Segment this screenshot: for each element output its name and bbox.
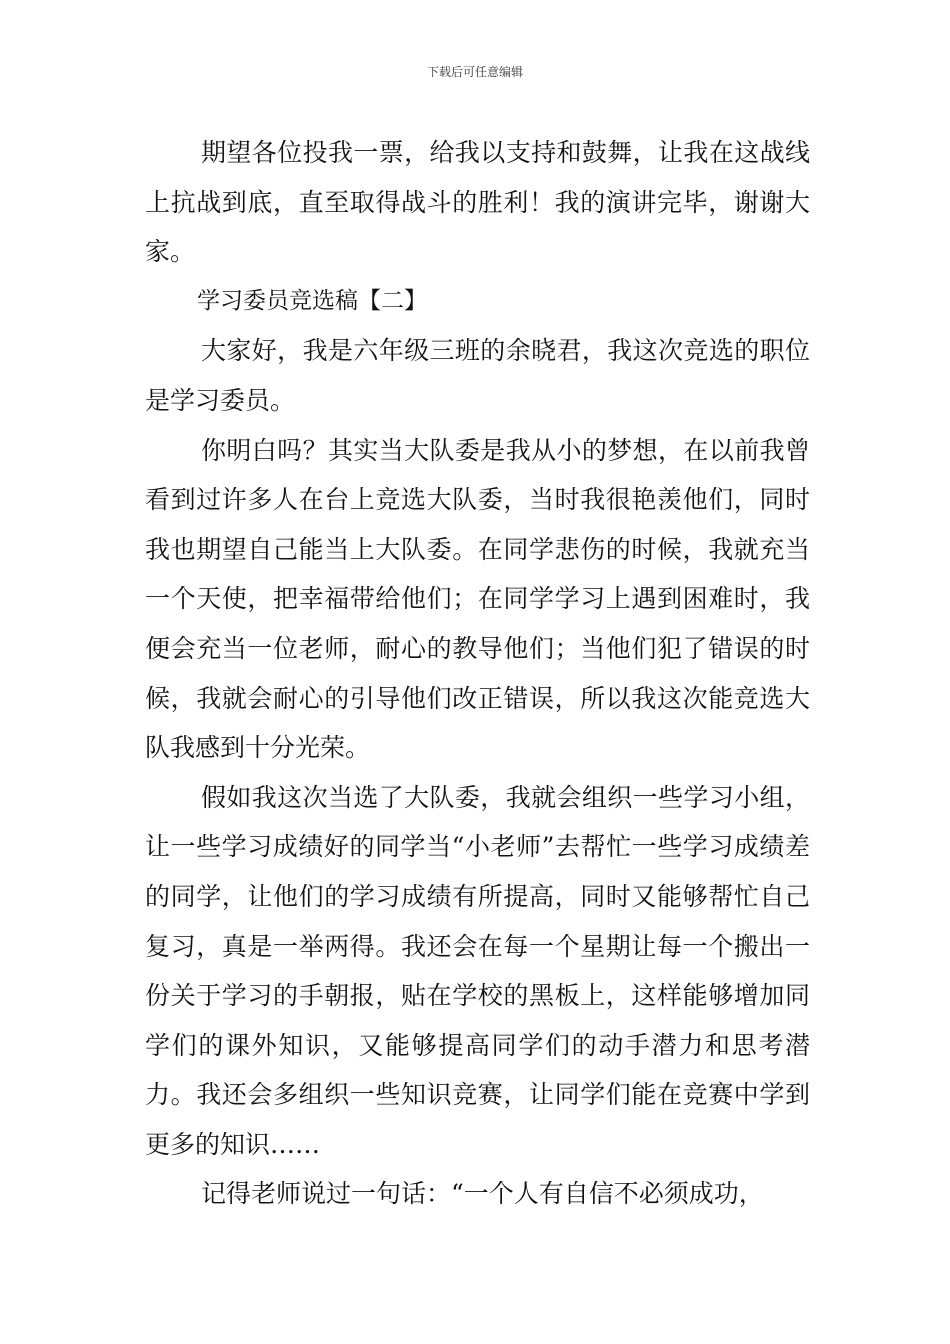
- section-heading: 学习委员竞选稿【二】: [197, 287, 427, 314]
- paragraph-intro: 大家好，我是六年级三班的余晓君，我这次竞选的职位是学习委员。: [145, 336, 810, 415]
- paragraph-quote: 记得老师说过一句话：“一个人有自信不必须成功，: [201, 1179, 764, 1209]
- paragraph-plans: 假如我这次当选了大队委，我就会组织一些学习小组，让一些学习成绩好的同学当“小老师”去帮忙一些学习成绩差的同学，让他们的学习成绩有所提高，同时又能够帮忙自己复习，真是一举两得。我还会在每一个星期让每一个搬出一份关于学习的手朝报，贴在学校的黑板上，这样能够增加同学们的课外知识，又能够提高同学们的动手潜力和思考潜力。我还会多组织一些知识竞赛，让同学们能在竞赛中学到更多的知识……: [145, 782, 810, 1159]
- paragraph-dream: 你明白吗？其实当大队委是我从小的梦想，在以前我曾看到过许多人在台上竞选大队委，当时我很艳羡他们，同时我也期望自己能当上大队委。在同学悲伤的时候，我就充当一个天使，把幸福带给他们；在同学学习上遇到困难时，我便会充当一位老师，耐心的教导他们；当他们犯了错误的时候，我就会耐心的引导他们改正错误，所以我这次能竞选大队我感到十分光荣。: [145, 435, 810, 763]
- page-header: 下载后可任意编辑: [426, 65, 523, 79]
- document-body: [145, 128, 810, 1219]
- paragraph-closing: 期望各位投我一票，给我以支持和鼓舞，让我在这战线上抗战到底，直至取得战斗的胜利！我的演讲完毕，谢谢大家。: [145, 138, 810, 267]
